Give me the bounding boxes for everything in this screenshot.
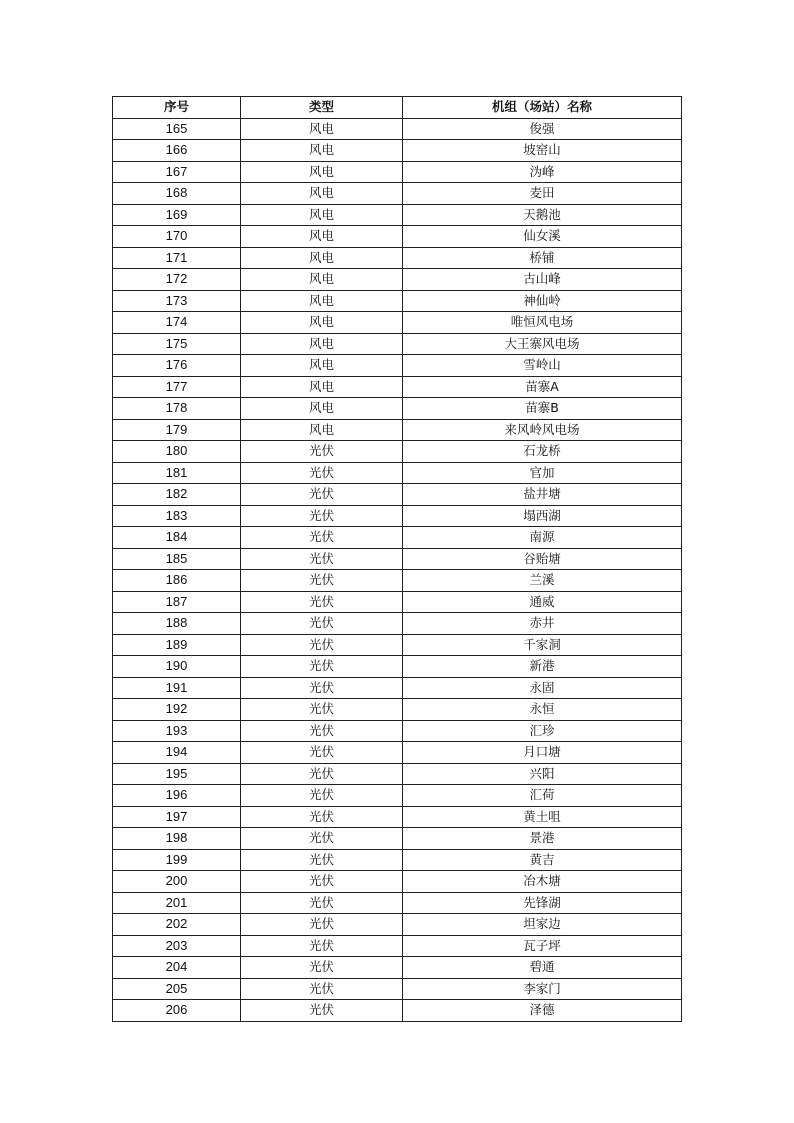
cell-serial-number: 181 [113,462,241,484]
cell-type: 风电 [241,312,403,334]
cell-type: 光伏 [241,871,403,893]
cell-station-name: 兴阳 [403,763,682,785]
table-row [113,419,682,441]
cell-type: 风电 [241,376,403,398]
cell-serial-number: 188 [113,613,241,635]
cell-type: 光伏 [241,763,403,785]
table-row [113,720,682,742]
table-row [113,699,682,721]
cell-station-name: 汇荷 [403,785,682,807]
table-row [113,892,682,914]
header-type: 类型 [241,97,403,119]
table-row [113,398,682,420]
cell-station-name: 塌西湖 [403,505,682,527]
cell-station-name: 神仙岭 [403,290,682,312]
cell-station-name: 苗寨B [403,398,682,420]
cell-serial-number: 191 [113,677,241,699]
cell-station-name: 瓦子坪 [403,935,682,957]
cell-serial-number: 178 [113,398,241,420]
table-row [113,204,682,226]
table-row [113,978,682,1000]
cell-type: 光伏 [241,613,403,635]
cell-serial-number: 189 [113,634,241,656]
table-row [113,591,682,613]
cell-station-name: 来风岭风电场 [403,419,682,441]
table-row [113,914,682,936]
cell-type: 风电 [241,204,403,226]
table-row [113,849,682,871]
cell-serial-number: 167 [113,161,241,183]
table-row [113,785,682,807]
cell-type: 光伏 [241,634,403,656]
cell-type: 光伏 [241,1000,403,1022]
cell-station-name: 黄吉 [403,849,682,871]
cell-serial-number: 165 [113,118,241,140]
cell-serial-number: 196 [113,785,241,807]
header-row [113,97,682,119]
cell-type: 风电 [241,355,403,377]
table-row [113,333,682,355]
cell-type: 光伏 [241,677,403,699]
cell-type: 光伏 [241,742,403,764]
cell-serial-number: 168 [113,183,241,205]
table-row [113,441,682,463]
table-row [113,484,682,506]
cell-serial-number: 194 [113,742,241,764]
cell-station-name: 先锋湖 [403,892,682,914]
cell-station-name: 仙女溪 [403,226,682,248]
table-row [113,763,682,785]
cell-serial-number: 187 [113,591,241,613]
table-row [113,161,682,183]
cell-station-name: 大王寨风电场 [403,333,682,355]
cell-type: 光伏 [241,957,403,979]
cell-station-name: 雪岭山 [403,355,682,377]
cell-type: 光伏 [241,892,403,914]
cell-type: 光伏 [241,505,403,527]
cell-serial-number: 171 [113,247,241,269]
cell-serial-number: 172 [113,269,241,291]
cell-serial-number: 186 [113,570,241,592]
cell-station-name: 俊强 [403,118,682,140]
cell-station-name: 石龙桥 [403,441,682,463]
cell-serial-number: 192 [113,699,241,721]
cell-serial-number: 180 [113,441,241,463]
cell-type: 风电 [241,247,403,269]
table-row [113,677,682,699]
cell-type: 光伏 [241,441,403,463]
cell-serial-number: 199 [113,849,241,871]
table-row [113,957,682,979]
cell-serial-number: 170 [113,226,241,248]
cell-serial-number: 197 [113,806,241,828]
cell-type: 光伏 [241,785,403,807]
cell-type: 光伏 [241,806,403,828]
cell-serial-number: 184 [113,527,241,549]
cell-type: 风电 [241,419,403,441]
cell-type: 风电 [241,398,403,420]
cell-station-name: 谷贻塘 [403,548,682,570]
table-row [113,269,682,291]
cell-serial-number: 203 [113,935,241,957]
cell-station-name: 古山峰 [403,269,682,291]
table-header [113,97,682,119]
table-body [113,118,682,1021]
cell-station-name: 天鹅池 [403,204,682,226]
cell-type: 光伏 [241,699,403,721]
cell-serial-number: 177 [113,376,241,398]
cell-type: 风电 [241,161,403,183]
cell-station-name: 沩峰 [403,161,682,183]
cell-station-name: 麦田 [403,183,682,205]
cell-type: 风电 [241,226,403,248]
cell-station-name: 永恒 [403,699,682,721]
cell-serial-number: 206 [113,1000,241,1022]
table-row [113,118,682,140]
cell-type: 光伏 [241,484,403,506]
cell-type: 光伏 [241,570,403,592]
cell-type: 风电 [241,140,403,162]
cell-type: 光伏 [241,462,403,484]
table-row [113,355,682,377]
cell-station-name: 黄土咀 [403,806,682,828]
cell-station-name: 官加 [403,462,682,484]
table-row [113,828,682,850]
cell-serial-number: 175 [113,333,241,355]
cell-serial-number: 193 [113,720,241,742]
cell-station-name: 赤井 [403,613,682,635]
cell-type: 风电 [241,269,403,291]
cell-serial-number: 179 [113,419,241,441]
cell-serial-number: 182 [113,484,241,506]
cell-station-name: 千家洞 [403,634,682,656]
cell-station-name: 苗寨A [403,376,682,398]
cell-type: 风电 [241,333,403,355]
table-row [113,527,682,549]
cell-station-name: 月口塘 [403,742,682,764]
cell-type: 光伏 [241,656,403,678]
table-row [113,140,682,162]
cell-station-name: 坦家边 [403,914,682,936]
cell-type: 光伏 [241,849,403,871]
cell-type: 光伏 [241,828,403,850]
station-table [112,96,682,1022]
table-row [113,183,682,205]
cell-station-name: 碧通 [403,957,682,979]
cell-serial-number: 174 [113,312,241,334]
cell-type: 光伏 [241,914,403,936]
cell-station-name: 通威 [403,591,682,613]
table-row [113,247,682,269]
cell-station-name: 泽德 [403,1000,682,1022]
table-row [113,871,682,893]
cell-serial-number: 200 [113,871,241,893]
cell-serial-number: 201 [113,892,241,914]
table-row [113,634,682,656]
cell-station-name: 新港 [403,656,682,678]
table-row [113,312,682,334]
cell-serial-number: 169 [113,204,241,226]
table-row [113,226,682,248]
cell-station-name: 冶木塘 [403,871,682,893]
table-row [113,462,682,484]
cell-station-name: 李家门 [403,978,682,1000]
cell-type: 风电 [241,118,403,140]
table-row [113,376,682,398]
cell-serial-number: 176 [113,355,241,377]
table-row [113,742,682,764]
cell-station-name: 永固 [403,677,682,699]
header-station-name: 机组（场站）名称 [403,97,682,119]
cell-type: 光伏 [241,548,403,570]
table-row [113,613,682,635]
cell-type: 风电 [241,290,403,312]
cell-type: 光伏 [241,591,403,613]
cell-station-name: 桥铺 [403,247,682,269]
cell-station-name: 唯恒风电场 [403,312,682,334]
cell-type: 风电 [241,183,403,205]
cell-type: 光伏 [241,978,403,1000]
table-row [113,505,682,527]
header-serial-number: 序号 [113,97,241,119]
cell-serial-number: 173 [113,290,241,312]
table-row [113,290,682,312]
cell-serial-number: 204 [113,957,241,979]
cell-station-name: 兰溪 [403,570,682,592]
table-row [113,656,682,678]
cell-serial-number: 205 [113,978,241,1000]
table-row [113,570,682,592]
table-row [113,806,682,828]
cell-station-name: 景港 [403,828,682,850]
cell-serial-number: 198 [113,828,241,850]
cell-station-name: 坡窑山 [403,140,682,162]
cell-serial-number: 190 [113,656,241,678]
cell-type: 光伏 [241,527,403,549]
cell-type: 光伏 [241,720,403,742]
cell-serial-number: 195 [113,763,241,785]
cell-serial-number: 202 [113,914,241,936]
cell-station-name: 汇珍 [403,720,682,742]
table-row [113,548,682,570]
cell-type: 光伏 [241,935,403,957]
table-row [113,1000,682,1022]
cell-serial-number: 183 [113,505,241,527]
cell-station-name: 南源 [403,527,682,549]
table-row [113,935,682,957]
cell-serial-number: 166 [113,140,241,162]
cell-station-name: 盐井塘 [403,484,682,506]
cell-serial-number: 185 [113,548,241,570]
